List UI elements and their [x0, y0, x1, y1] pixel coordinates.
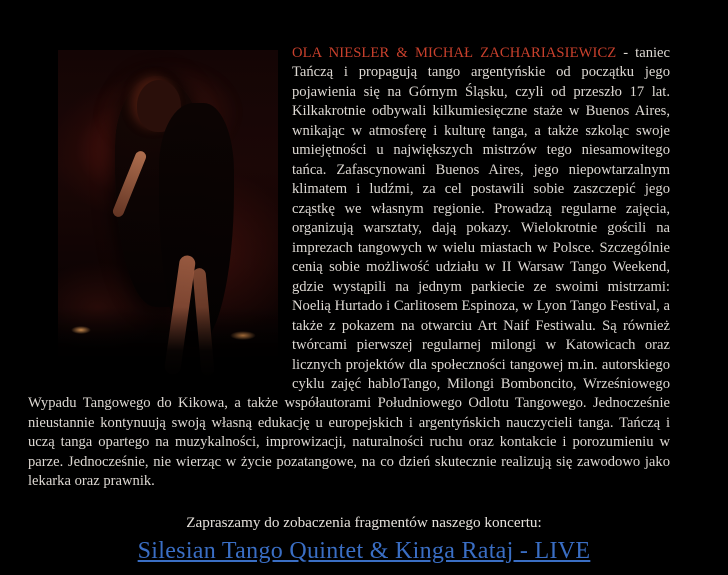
concert-video-link[interactable]: Silesian Tango Quintet & Kinga Rataj - LIVE: [137, 537, 591, 564]
tango-dancers-photo: [58, 50, 278, 380]
artist-names: OLA NIESLER & MICHAŁ ZACHARIASIEWICZ: [292, 45, 617, 61]
invitation-text: Zapraszamy do zobaczenia fragmentów naszego koncertu:: [186, 513, 542, 531]
stage-spotlight-right: [230, 331, 256, 340]
artist-role: - taniec: [616, 45, 671, 61]
concert-link-row: [28, 538, 700, 565]
stage-floor: [58, 307, 278, 380]
stage-spotlight-left: [71, 326, 91, 334]
artist-bio-text: Tańczą i propagują tango argentyńskie od początku jego pojawienia się na Górnym Śląsku, czyli od przeszło 17 lat. Kilkakrotnie odbywali kilkumiesięczne staże w Buenos Aires, wnikając w atmosferę i kulturę tanga, a także szkoląc swoje umiejętności u największych mistrzów tego niesamowitego tańca. Zafascynowani Buenos Aires, jego niepowtarzalnym klimatem i ludźmi, za cel postawili sobie zaszczepić jego cząstkę we własnym regionie. Prowadzą regularne zajęcia, organizują warsztaty, dają pokazy. Wielokrotnie gościli na imprezach tangowych w wielu miastach w Polsce. Szczególnie cenią sobie możliwość udziału w II Warsaw Tango Weekend, gdzie wystąpili na jednym parkiecie ze swoimi mistrzami: Noelią Hurtado i Carlitosem Espinoza, w Lyon Tango Festival, a także z pokazem na otwarciu Art Naif Festiwalu. Są również twórcami pierwszej regularnej milongi w Katowicach oraz licznych projektów dla społeczności tangowej m.in. autorskiego cyklu zajęć habloTango, Milongi Bomboncito, Wrześniowego Wypadu Tangowego do Kikowa, a także współautorami Południowego Odlotu Tangowego. Jednocześnie nieustannie kontynuują swoją własną edukację u europejskich i argentyńskich nauczycieli tanga. Tańczą i uczą tanga opartego na muzykalności, improwizacji, naturalności ruchu oraz kontakcie i porozumieniu w parze. Jednocześnie, nie wierząc w życie pozatangowe, na co dzień skutecznie realizują się zawodowo jako lekarka oraz prawnik.: [28, 64, 670, 490]
